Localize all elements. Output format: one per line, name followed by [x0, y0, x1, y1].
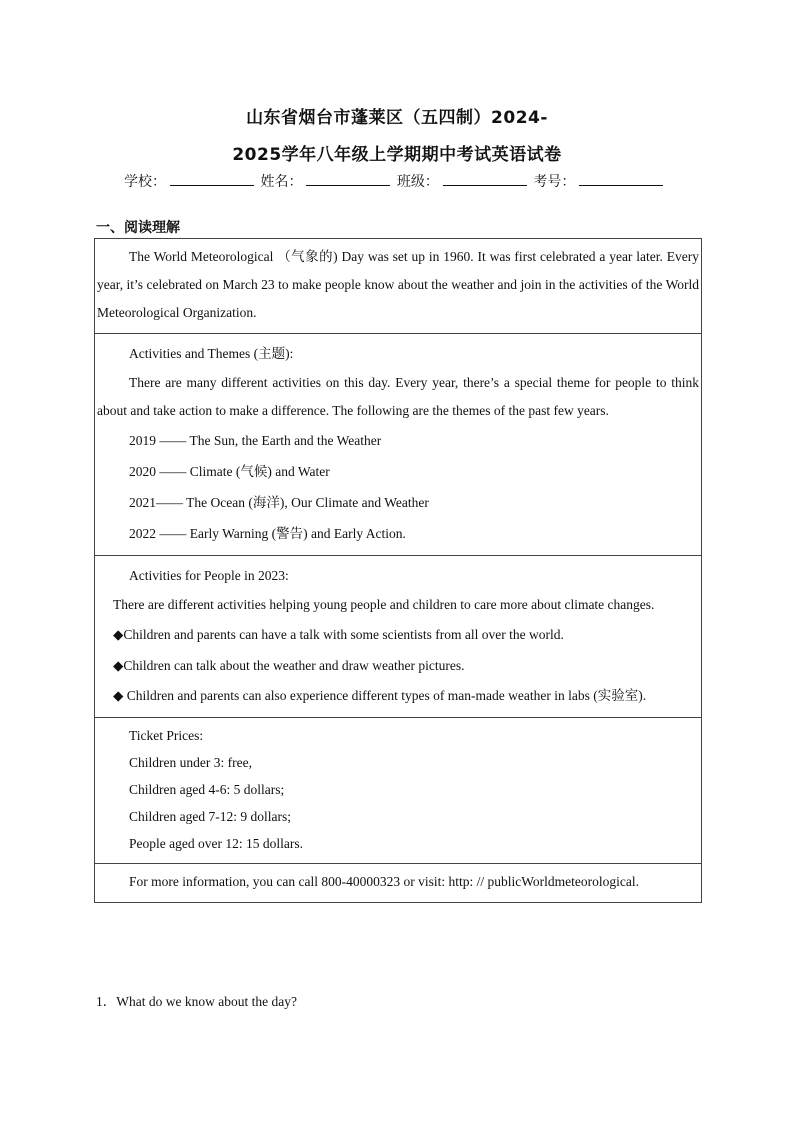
- exam-title-line1: 山东省烟台市蓬莱区（五四制）2024-: [246, 108, 548, 128]
- theme-item: 2019 —— The Sun, the Earth and the Weather: [129, 433, 382, 448]
- ticket-item: People aged over 12: 15 dollars.: [129, 836, 303, 851]
- themes-text: There are many different activities on this day. Every year, there’s a special theme for people to think about and take action to make a difference. The following are the themes of the past few years.: [97, 375, 699, 418]
- exam-title-line2: 2025学年八年级上学期期中考试英语试卷: [232, 145, 562, 165]
- name-label: 姓名：: [260, 174, 303, 190]
- activity-item: ◆Children can talk about the weather and draw weather pictures.: [113, 658, 465, 673]
- ticket-item: Children aged 7-12: 9 dollars;: [129, 809, 291, 824]
- themes-cell: [95, 334, 702, 556]
- ticket-item: Children under 3: free,: [129, 755, 252, 770]
- number-label: 考号：: [533, 174, 576, 190]
- school-label: 学校：: [124, 174, 166, 190]
- contact-text: For more information, you can call 800-40000323 or visit: http: // publicWorldmeteorological.: [129, 874, 639, 889]
- ticket-item: Children aged 4-6: 5 dollars;: [129, 782, 285, 797]
- class-label: 班级：: [396, 174, 439, 190]
- activity-item: ◆Children and parents can have a talk with some scientists from all over the world.: [113, 627, 564, 642]
- theme-item: 2020 —— Climate (气候) and Water: [129, 464, 330, 479]
- activities-cell: [95, 556, 702, 718]
- tickets-cell: [95, 718, 702, 864]
- activities-heading: Activities for People in 2023:: [129, 568, 289, 583]
- question-1: 1．What do we know about the day?: [96, 994, 297, 1009]
- contact-cell: [95, 864, 702, 903]
- activities-text: There are different activities helping young people and children to care more about climate changes.: [113, 597, 655, 612]
- passage-table: [94, 238, 702, 903]
- student-info-row: [124, 171, 665, 191]
- section-heading: 一、阅读理解: [96, 220, 180, 236]
- intro-cell: [95, 239, 702, 334]
- intro-text: The World Meteorological （气象的) Day was set up in 1960. It was first celebrated a year later. Every year, it’s celebrated on March 23 to make people know about the weather and join in the activities of the World Meteorological Organization.: [97, 249, 699, 320]
- ticket-heading: Ticket Prices:: [129, 728, 204, 743]
- number-blank[interactable]: [579, 173, 663, 186]
- school-blank[interactable]: [170, 173, 254, 186]
- name-blank[interactable]: [306, 173, 390, 186]
- theme-item: 2021—— The Ocean (海洋), Our Climate and Weather: [129, 495, 429, 510]
- themes-heading: Activities and Themes (主题):: [129, 346, 294, 361]
- class-blank[interactable]: [443, 173, 527, 186]
- theme-item: 2022 —— Early Warning (警告) and Early Action.: [129, 526, 406, 541]
- activity-item: ◆ Children and parents can also experience different types of man-made weather in labs (实验室).: [113, 688, 647, 703]
